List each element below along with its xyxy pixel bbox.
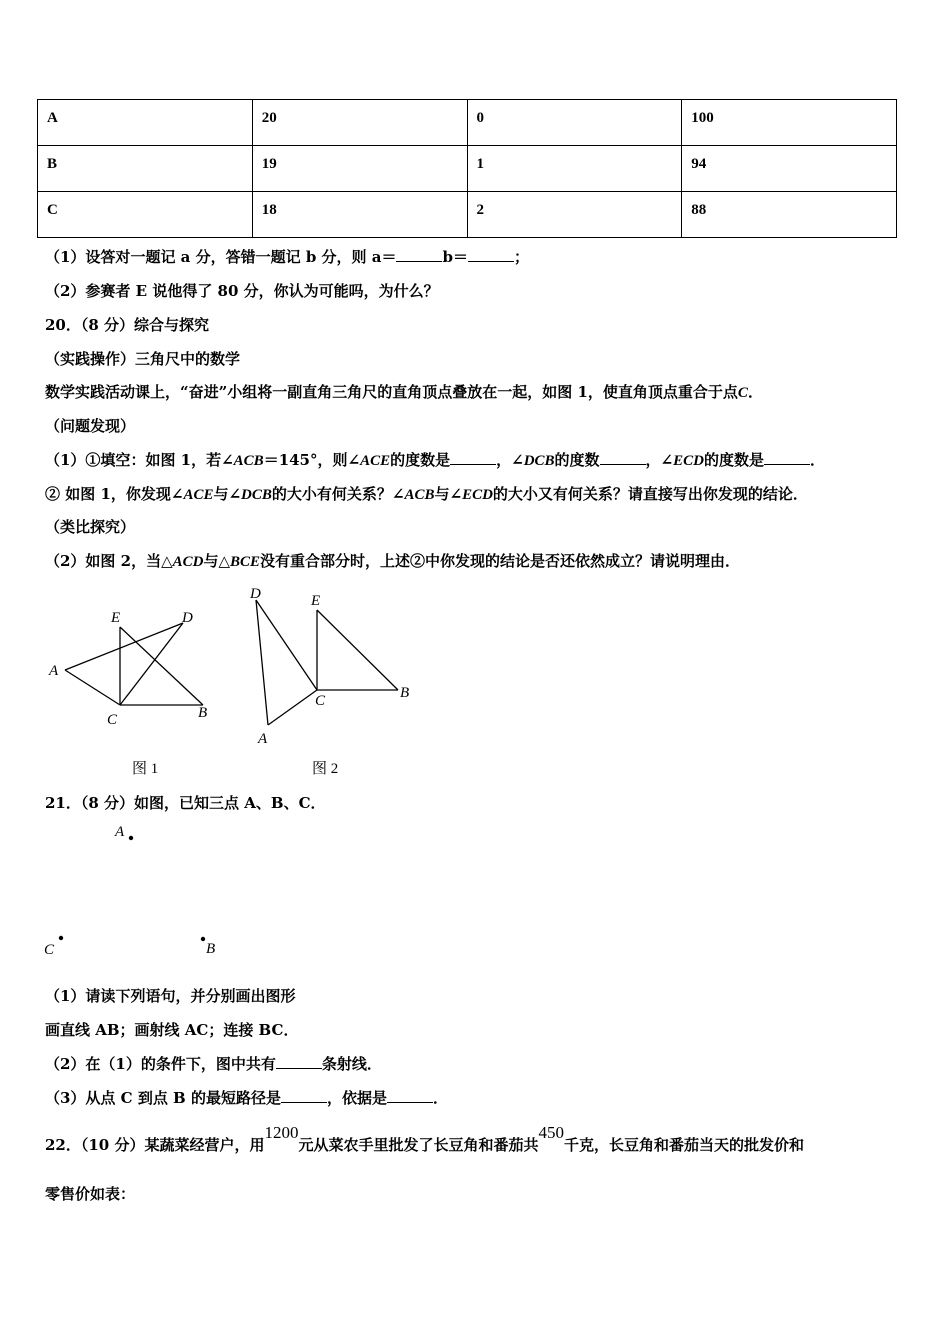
text: 22．（10 分）某蔬菜经营户，用	[45, 1136, 265, 1154]
q21-part1-detail: 画直线 AB；画射线 AC；连接 BC．	[45, 1021, 299, 1039]
score-table	[37, 99, 897, 238]
text: （2）在（1）的条件下，图中共有	[45, 1055, 276, 1073]
text: ．	[809, 451, 825, 469]
segment	[268, 690, 317, 725]
label-b: B	[206, 941, 216, 957]
figure-2-caption: 图 2	[312, 761, 339, 777]
segment	[120, 627, 203, 705]
figure-1	[40, 600, 230, 740]
table-cell: 100	[682, 100, 897, 146]
segment	[256, 600, 268, 725]
point-label: C	[737, 385, 748, 401]
segment	[256, 600, 317, 690]
figure-1-caption: 图 1	[132, 761, 159, 777]
table-cell: C	[38, 192, 253, 238]
text: 千克，长豆角和番茄当天的批发价和	[564, 1136, 805, 1154]
number: 450	[538, 1123, 564, 1142]
text: 与∠	[434, 485, 463, 503]
segment	[65, 670, 120, 705]
figure-points	[40, 820, 240, 960]
answer-blank	[281, 1088, 327, 1103]
angle-label: DCB	[523, 453, 555, 469]
label-a: A	[49, 663, 59, 679]
text: 的大小又有何关系？请直接写出你发现的结论．	[492, 485, 808, 503]
text: 没有重合部分时，上述②中你发现的结论是否还依然成立？请说明理由．	[260, 552, 741, 570]
figure-2	[240, 580, 430, 750]
label-e: E	[111, 610, 121, 626]
q20-intro	[45, 382, 763, 403]
triangle-label: ACD	[172, 554, 204, 570]
table-cell: B	[38, 146, 253, 192]
table-cell: 18	[252, 192, 467, 238]
table-cell: 0	[467, 100, 682, 146]
q20-part2	[45, 551, 740, 572]
angle-label: DCB	[241, 487, 272, 503]
text: 条射线．	[321, 1055, 382, 1073]
q21-part3	[45, 1088, 448, 1108]
answer-blank	[468, 247, 514, 262]
angle-label: ACB	[404, 487, 435, 503]
table-cell: 20	[252, 100, 467, 146]
table-cell: 1	[467, 146, 682, 192]
q22-line2: 零售价如表：	[45, 1185, 136, 1203]
answer-blank	[396, 247, 442, 262]
q20-title: 20．（8 分）综合与探究	[45, 316, 210, 334]
table-cell: A	[38, 100, 253, 146]
q22-line1	[45, 1123, 805, 1155]
text: 数学实践活动课上，“奋进”小组将一副直角三角尺的直角顶点叠放在一起，如图 1，使直角顶点重合于点	[45, 383, 738, 401]
point-b	[201, 937, 205, 941]
text: 的度数是	[390, 451, 451, 469]
text: ＝145°，则∠	[263, 451, 361, 469]
text: ．	[747, 383, 763, 401]
answer-blank	[600, 450, 646, 465]
text: ，∠	[496, 451, 524, 469]
q21-part1: （1）请读下列语句，并分别画出图形	[45, 987, 296, 1005]
point-c	[59, 936, 63, 940]
table-cell: 19	[252, 146, 467, 192]
q19-part1	[45, 247, 529, 267]
text: （1）设答对一题记 a 分，答错一题记 b 分，则 a＝	[45, 248, 397, 266]
angle-label: ECD	[462, 487, 493, 503]
table-cell: 88	[682, 192, 897, 238]
label-b: B	[400, 685, 410, 701]
q20-q1	[45, 450, 825, 471]
q20-analogy: （类比探究）	[45, 518, 136, 536]
text: （2）如图 2，当△	[45, 552, 173, 570]
label-d: D	[182, 610, 193, 626]
q21-title: 21．（8 分）如图，已知三点 A、B、C．	[45, 794, 326, 812]
text: 与△	[203, 552, 231, 570]
text: 的度数	[554, 451, 600, 469]
segment	[317, 610, 398, 690]
text: ．	[432, 1089, 448, 1107]
label-c: C	[107, 712, 118, 728]
label-c: C	[315, 693, 326, 709]
angle-label: ACB	[233, 453, 264, 469]
text: b＝	[442, 248, 468, 266]
label-a: A	[258, 731, 268, 747]
angle-label: ECD	[673, 453, 704, 469]
text: （3）从点 C 到点 B 的最短路径是	[45, 1089, 281, 1107]
q21-part2	[45, 1054, 382, 1074]
label-e: E	[311, 593, 321, 609]
table-row	[38, 146, 897, 192]
label-d: D	[250, 586, 261, 602]
table-row	[38, 192, 897, 238]
text: 的大小有何关系？∠	[271, 485, 405, 503]
label-b: B	[198, 705, 208, 721]
text: ；	[513, 248, 529, 266]
answer-blank	[764, 450, 810, 465]
text: ，∠	[645, 451, 674, 469]
text: （1）①填空：如图 1，若∠	[45, 451, 234, 469]
answer-blank	[276, 1054, 322, 1069]
angle-label: ACE	[360, 453, 391, 469]
table-cell: 94	[682, 146, 897, 192]
text: ② 如图 1，你发现∠	[45, 485, 184, 503]
q20-practice: （实践操作）三角尺中的数学	[45, 350, 241, 368]
q20-discover: （问题发现）	[45, 417, 136, 435]
label-a: A	[115, 824, 125, 840]
table-cell: 2	[467, 192, 682, 238]
answer-blank	[387, 1088, 433, 1103]
point-a	[129, 836, 133, 840]
answer-blank	[450, 450, 496, 465]
q19-part2: （2）参赛者 E 说他得了 80 分，你认为可能吗，为什么？	[45, 282, 439, 300]
text: 元从菜农手里批发了长豆角和番茄共	[298, 1136, 539, 1154]
label-c: C	[44, 942, 55, 958]
triangle-label: BCE	[230, 554, 261, 570]
angle-label: ACE	[183, 487, 214, 503]
table-row	[38, 100, 897, 146]
number: 1200	[264, 1123, 299, 1142]
text: ，依据是	[326, 1089, 387, 1107]
text: 的度数是	[703, 451, 764, 469]
q20-q2	[45, 484, 808, 505]
text: 与∠	[213, 485, 242, 503]
